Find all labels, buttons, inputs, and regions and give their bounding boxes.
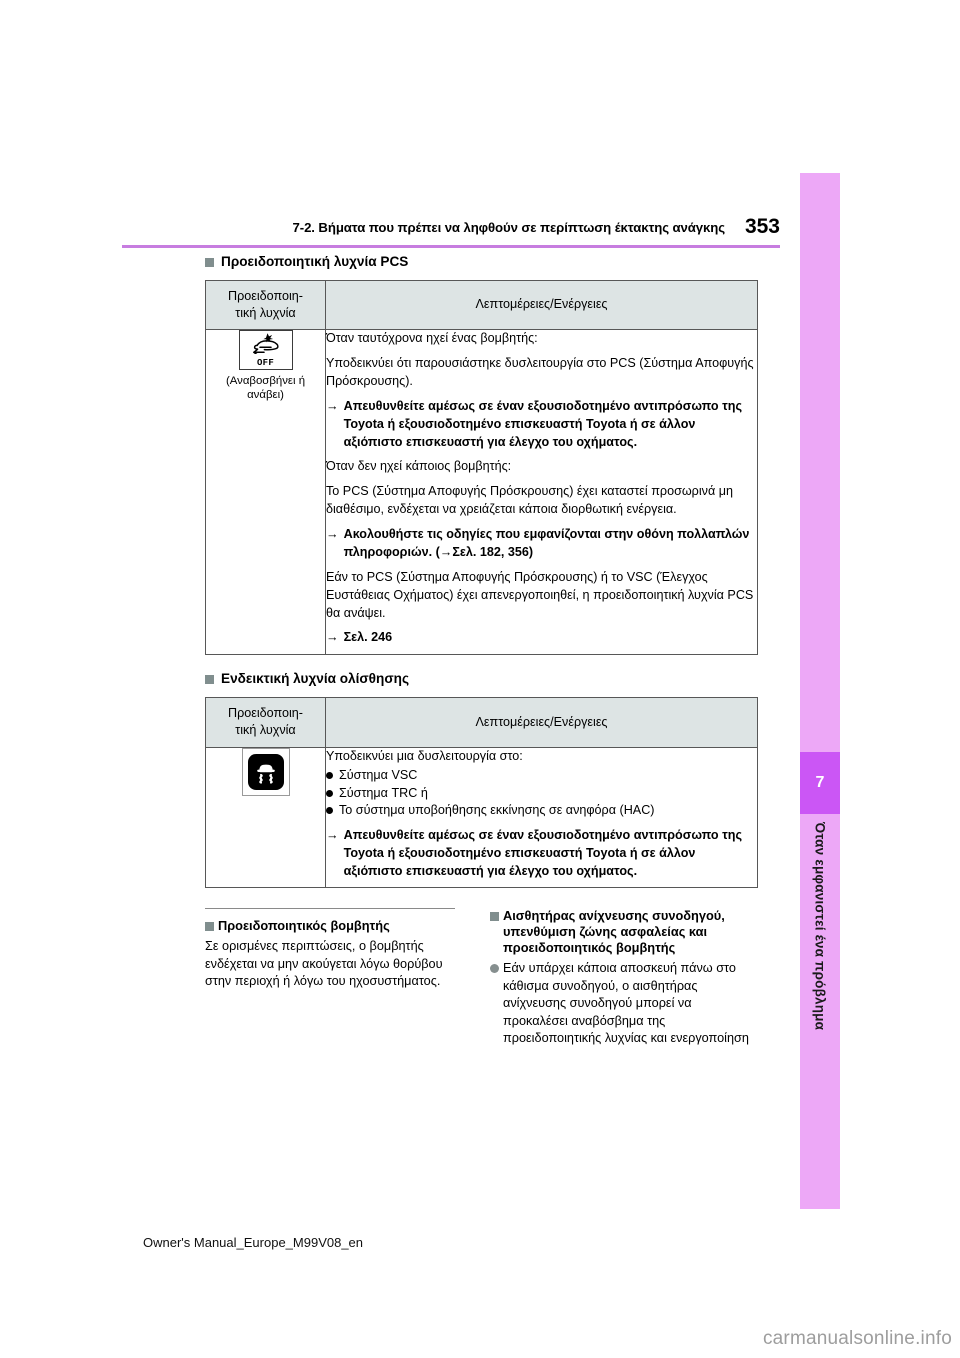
detail-paragraph: Εάν το PCS (Σύστημα Αποφυγής Πρόσκρουσης) ή το VSC (Έλεγχος Ευστάθειας Οχήματος) έχει απενεργοποιηθεί, η προειδοποιητική λυχνία PCS θα ανάψει. — [326, 569, 754, 620]
table-header-warning-light — [206, 280, 326, 329]
arrow-icon: → — [326, 630, 339, 645]
pcs-icon-caption — [206, 374, 325, 403]
detail-paragraph: Όταν δεν ηχεί κάποιος βομβητής: — [326, 459, 512, 474]
detail-bullet-text: Σύστημα TRC ή — [339, 785, 428, 800]
site-watermark: carmanualsonline.info — [762, 1328, 952, 1349]
detail-bullet-text: Το σύστημα υποβοήθησης εκκίνησης σε ανηφόρα (HAC) — [339, 802, 655, 817]
note-heading-text: Αισθητήρας ανίχνευσης συνοδηγού, υπενθύμιση ζώνης ασφαλείας και προειδοποιητικός βομβητής — [503, 908, 725, 956]
bullet-dot-icon — [326, 807, 333, 814]
detail-action-item — [326, 398, 757, 452]
detail-action-text: Ακολουθήστε τις οδηγίες που εμφανίζονται στην οθόνη πολλαπλών πληροφοριών. (→Σελ. 182, 356) — [343, 527, 750, 559]
detail-action-item — [326, 827, 757, 881]
bullet-dot-icon — [326, 772, 333, 779]
detail-paragraph: Υποδεικνύει μια δυσλειτουργία στο: — [326, 748, 523, 763]
chapter-marker — [800, 752, 840, 814]
table-row — [206, 330, 758, 655]
table-row — [206, 747, 758, 888]
round-bullet-icon — [490, 964, 499, 973]
header-line-1: Προειδοποιη- — [227, 288, 304, 303]
note-heading-text: Προειδοποιητικός βομβητής — [218, 918, 390, 934]
skid-icon-cell — [206, 747, 326, 888]
header-divider — [122, 245, 780, 248]
note-bullet-text: Εάν υπάρχει κάποια αποσκευή πάνω στο κάθισμα συνοδηγού, ο αισθητήρας ανίχνευσης συνοδηγού μπορεί να προκαλέσει αναβόσβημα της προειδοποιητικής λυχνίας και ενεργοποίηση — [503, 960, 749, 1046]
pcs-icon-off-label: OFF — [256, 358, 275, 369]
header-line-1: Προειδοποιη- — [227, 706, 304, 721]
arrow-icon: → — [326, 527, 339, 542]
note-column-left — [205, 908, 472, 1047]
detail-paragraph: Υποδεικνύει ότι παρουσιάστηκε δυσλειτουργία στο PCS (Σύστημα Αποφυγής Πρόσκρουσης). — [326, 356, 754, 388]
bullet-dot-icon — [326, 790, 333, 797]
page-number: 353 — [744, 215, 780, 238]
note-body-text: Σε ορισμένες περιπτώσεις, ο βομβητής ενδέχεται να μην ακούγεται λόγω θορύβου στην περιοχή ή λόγω του ηχοσυστήματος. — [205, 939, 443, 989]
pcs-warning-table — [205, 280, 758, 655]
note-heading-buzzer — [205, 918, 472, 934]
section-heading-pcs — [205, 254, 758, 271]
pcs-off-warning-icon — [239, 330, 293, 370]
detail-paragraph: Όταν ταυτόχρονα ηχεί ένας βομβητής: — [326, 331, 538, 346]
detail-bullet-item — [326, 767, 757, 784]
skid-details-cell — [326, 747, 758, 888]
arrow-icon: → — [326, 827, 339, 842]
pcs-details-cell — [326, 330, 758, 655]
caption-line-2: ανάβει) — [247, 389, 284, 402]
page-title: 7-2. Βήματα που πρέπει να ληφθούν σε περίπτωση έκτακτης ανάγκης — [292, 220, 725, 235]
caption-line-1: (Αναβοσβήνει ή — [225, 375, 306, 388]
table-header-row — [206, 698, 758, 747]
notes-section — [205, 908, 758, 1047]
manual-id-footer: Owner's Manual_Europe_M99V08_en — [143, 1235, 364, 1250]
note-heading-sensor — [490, 908, 757, 956]
section-heading-skid — [205, 671, 758, 688]
square-bullet-icon — [205, 675, 214, 684]
note-bullet-item — [490, 960, 757, 1048]
detail-bullet-item — [326, 802, 757, 819]
table-header-details: Λεπτομέρειες/Ενέργειες — [326, 698, 758, 747]
detail-action-text: Σελ. 246 — [343, 630, 393, 645]
square-bullet-icon — [205, 922, 214, 931]
detail-action-text: Απευθυνθείτε αμέσως σε έναν εξουσιοδοτημένο αντιπρόσωπο της Toyota ή εξουσιοδοτημένο επισκευαστή Toyota ή σε άλλον αξιόπιστο επισκευαστή για έλεγχο του οχήματος. — [343, 827, 742, 878]
arrow-icon: → — [326, 398, 339, 413]
chapter-number: 7 — [815, 774, 825, 791]
detail-action-text: Απευθυνθείτε αμέσως σε έναν εξουσιοδοτημένο αντιπρόσωπο της Toyota ή εξουσιοδοτημένο επισκευαστή Toyota ή σε άλλον αξιόπιστο επισκευαστή για έλεγχο του οχήματος. — [343, 398, 742, 449]
section-heading-text: Προειδοποιητική λυχνία PCS — [221, 254, 409, 269]
section-heading-text: Ενδεικτική λυχνία ολίσθησης — [221, 671, 410, 687]
note-divider — [205, 908, 455, 909]
pcs-icon-cell — [206, 330, 326, 655]
header-line-2: τική λυχνία — [235, 305, 296, 320]
detail-bullet-item — [326, 785, 757, 802]
page-header — [122, 205, 780, 245]
skid-indicator-table — [205, 697, 758, 888]
skid-control-indicator-icon — [242, 748, 290, 796]
table-header-details: Λεπτομέρειες/Ενέργειες — [326, 280, 758, 329]
page-content — [205, 254, 758, 1048]
square-bullet-icon — [490, 912, 499, 921]
skid-icon-plate — [248, 754, 284, 790]
detail-bullet-text: Σύστημα VSC — [339, 768, 418, 783]
detail-action-item — [326, 526, 757, 562]
detail-action-item — [326, 629, 757, 647]
table-header-warning-light — [206, 698, 326, 747]
table-header-row — [206, 280, 758, 329]
square-bullet-icon — [205, 258, 214, 267]
note-column-right — [490, 908, 757, 1047]
detail-paragraph: Το PCS (Σύστημα Αποφυγής Πρόσκρουσης) έχει καταστεί προσωρινά μη διαθέσιμο, ενδέχεται να χρειάζεται κάποια διορθωτική ενέργεια. — [326, 484, 733, 517]
chapter-label-text: Όταν εμφανιστεί ένα πρόβλημα — [812, 822, 828, 1031]
chapter-label-vertical — [800, 822, 840, 1082]
header-line-2: τική λυχνία — [235, 722, 296, 737]
